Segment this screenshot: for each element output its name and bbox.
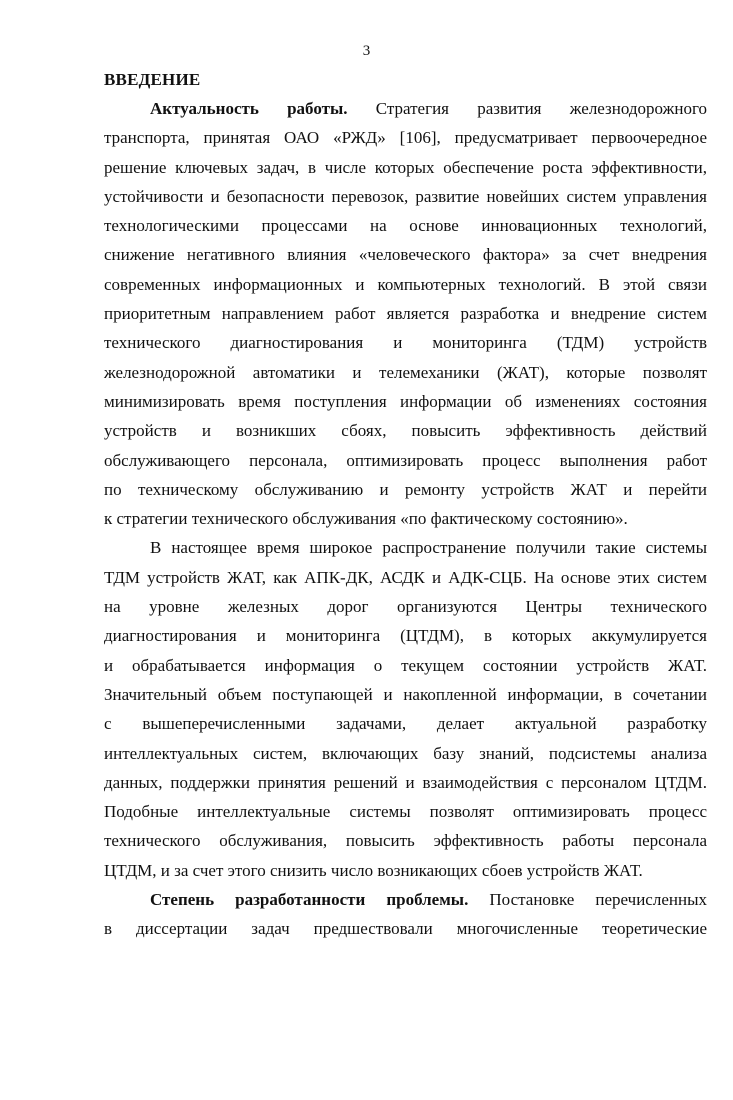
paragraph-1-line: устройств и возникших сбоях, повысить эффективность действий (104, 421, 707, 441)
paragraph-1-line-1 (104, 94, 707, 123)
paragraph-2-line: Подобные интеллектуальные системы позволят оптимизировать процесс (104, 802, 707, 822)
paragraph-1-line: снижение негативного влияния «человеческого фактора» за счет внедрения (104, 245, 707, 265)
paragraph-2-line: Значительный объем поступающей и накопленной информации, в сочетании (104, 684, 707, 704)
paragraph-2-line: ТДМ устройств ЖАТ, как АПК-ДК, АСДК и АДК-СЦБ. На основе этих систем (104, 567, 707, 587)
paragraph-1-line: обслуживающего персонала, оптимизировать процесс выполнения работ (104, 450, 707, 470)
paragraph-1-line: решение ключевых задач, в числе которых обеспечение роста эффективности, (104, 157, 707, 177)
paragraph-1-line-1-text: Стратегия развития железнодорожного (375, 99, 708, 118)
paragraph-2-line: В настоящее время широкое распространение получили такие системы (150, 538, 707, 558)
paragraph-2-line: и обрабатывается информация о текущем состоянии устройств ЖАТ. (104, 655, 707, 675)
paragraph-2-line: диагностирования и мониторинга (ЦТДМ), в которых аккумулируется (104, 626, 707, 646)
paragraph-3-line-1-text: Постановке перечисленных (489, 890, 708, 910)
paragraph-1-line: по техническому обслуживанию и ремонту устройств ЖАТ и перейти (104, 479, 707, 499)
paragraph-1-line: к стратегии технического обслуживания «по фактическому состоянию». (104, 509, 628, 529)
page-number: 3 (362, 43, 371, 59)
paragraph-1-line: современных информационных и компьютерных технологий. В этой связи (104, 274, 707, 294)
paragraph-1-line: приоритетным направлением работ является разработка и внедрение систем (104, 304, 707, 324)
paragraph-2-line: данных, поддержки принятия решений и взаимодействия с персоналом ЦТДМ. (104, 772, 707, 792)
paragraph-2-line: интеллектуальных систем, включающих базу знаний, подсистемы анализа (104, 743, 707, 763)
paragraph-1-line: устойчивости и безопасности перевозок, развитие новейших систем управления (104, 186, 707, 206)
paragraph-1-lead: Актуальность работы. (150, 99, 348, 118)
paragraph-2-line: ЦТДМ, и за счет этого снизить число возникающих сбоев устройств ЖАТ. (104, 860, 643, 880)
section-heading: ВВЕДЕНИЕ (104, 70, 201, 89)
paragraph-2-line: на уровне железных дорог организуются Центры технического (104, 597, 707, 617)
paragraph-2-line: технического обслуживания, повысить эффективность работы персонала (104, 831, 707, 851)
body-text (104, 94, 707, 944)
paragraph-3-lead: Степень разработанности проблемы. (150, 890, 469, 910)
paragraph-1-line: технического диагностирования и мониторинга (ТДМ) устройств (104, 333, 707, 353)
paragraph-3-line-1 (104, 885, 707, 914)
paragraph-1-line: технологическими процессами на основе инновационных технологий, (104, 216, 707, 236)
paragraph-1-line: транспорта, принятая ОАО «РЖД» [106], предусматривает первоочередное (104, 128, 707, 148)
paragraph-1-line: железнодорожной автоматики и телемеханики (ЖАТ), которые позволят (104, 362, 707, 382)
paragraph-3-line: в диссертации задач предшествовали многочисленные теоретические (104, 919, 707, 939)
paragraph-2-line: с вышеперечисленными задачами, делает актуальной разработку (104, 714, 707, 734)
paragraph-1-line: минимизировать время поступления информации об изменениях состояния (104, 391, 707, 411)
